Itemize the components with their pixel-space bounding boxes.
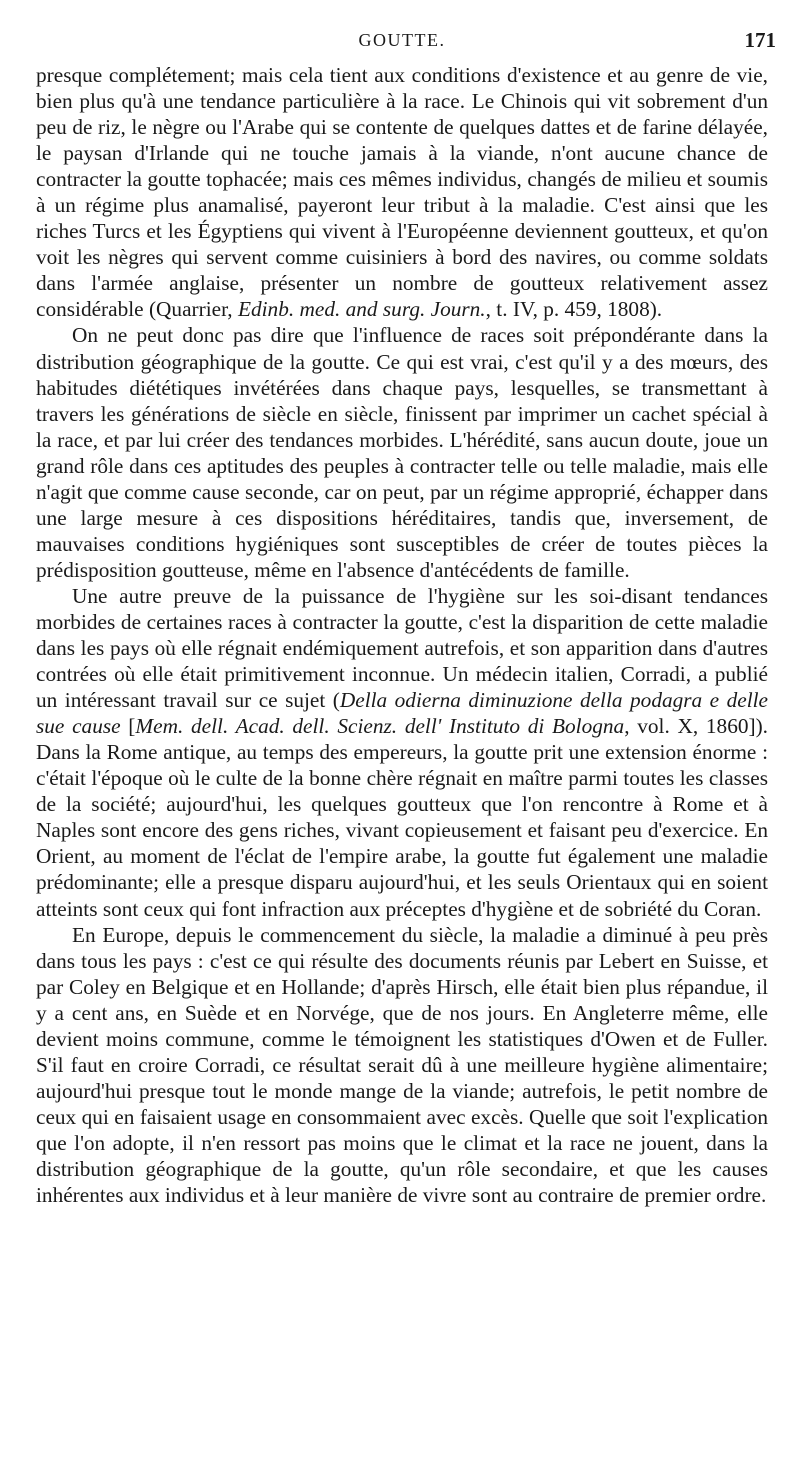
paragraph-4 xyxy=(36,922,768,1209)
paragraph-1 xyxy=(36,62,768,322)
running-header xyxy=(36,28,776,56)
paragraph-2-text: On ne peut donc pas dire que l'influence de races soit prépondérante dans la distribution géographique de la goutte. Ce qui est vrai, c'est qu'il y a des mœurs, des habitudes diététiques invétérées dans chaque pays, lesquelles, se transmettant à travers les générations de siècle en siècle, finissent par imprimer un cachet spécial à la race, et par lui créer des tendances morbides. L'hérédité, sans aucun doute, joue un grand rôle dans ces aptitudes des peuples à contracter telle ou telle maladie, mais elle n'agit que comme cause seconde, car on peut, par un régime approprié, échapper dans une large mesure à ces dispositions héréditaires, tandis que, inversement, de mauvaises conditions hygiéniques sont susceptibles de créer de toutes pièces la prédisposition goutteuse, même en l'absence d'antécédents de famille. xyxy=(36,323,768,582)
paragraph-1-text: presque complétement; mais cela tient aux conditions d'existence et au genre de vie, bien plus qu'à une tendance particulière à la race. Le Chinois qui vit sobrement d'un peu de riz, le nègre ou l'Arabe qui se contente de quelques dattes et de farine délayée, le paysan d'Irlande qui ne touche jamais à la viande, n'ont aucune chance de contracter la goutte tophacée; mais ces mêmes individus, changés de milieu et soumis à un régime plus anamalisé, payeront leur tribut à la maladie. C'est ainsi que les riches Turcs et les Égyptiens qui vivent à l'Européenne deviennent goutteux, et qu'on voit les nègres qui servent comme cuisiniers à bord des navires, ou comme soldats dans l'armée anglaise, présenter un nombre de goutteux relativement assez considérable (Quarrier, xyxy=(36,63,768,322)
paragraph-2 xyxy=(36,322,768,582)
paragraph-3-text: Une autre preuve de la puissance de l'hygiène sur les soi-disant tendances morbides de certaines races à contracter la goutte, c'est la disparition de cette maladie dans les pays où elle régnait endémiquement autrefois, et son apparition dans d'autres contrées où elle était primitivement inconnue. Un médecin italien, Corradi, a publié un intéressant travail sur ce sujet ( xyxy=(36,583,768,713)
citation-details: , t. IV, p. 459, 1808). xyxy=(485,297,663,322)
citation-work-title: Della odierna diminuzione della podagra e delle sue cause xyxy=(36,688,768,739)
citation-journal-title: Edinb. med. and surg. Journ. xyxy=(237,297,486,322)
citation-memoir-title: Mem. dell. Acad. dell. Scienz. dell' Instituto di Bologna xyxy=(135,714,625,739)
citation-bracket: [ xyxy=(120,714,136,739)
body-text xyxy=(36,62,768,1208)
page-number: 171 xyxy=(744,28,776,52)
paragraph-3 xyxy=(36,583,768,922)
paragraph-4-text: En Europe, depuis le commencement du siècle, la maladie a diminué à peu près dans tous les pays : c'est ce qui résulte des documents réunis par Lebert en Suisse, et par Coley en Belgique et en Hollande; d'après Hirsch, elle était bien plus répandue, il y a cent ans, en Suède et en Norvége, que de nos jours. En Angleterre même, elle devient moins commune, comme le témoignent les statistiques d'Owen et de Fuller. S'il faut en croire Corradi, ce résultat serait dû à une meilleure hygiène alimentaire; aujourd'hui presque tout le monde mange de la viande; autrefois, le petit nombre de ceux qui en faisaient usage en consommaient avec excès. Quelle que soit l'explication que l'on adopte, il n'en ressort pas moins que le climat et la race ne jouent, dans la distribution géographique de la goutte, qu'un rôle secondaire, et que les causes inhérentes aux individus et à leur manière de vivre sont au contraire de premier ordre. xyxy=(36,922,768,1208)
book-page xyxy=(36,28,776,1208)
running-title: GOUTTE. xyxy=(358,30,446,50)
paragraph-3-text-continued: , vol. X, 1860]). Dans la Rome antique, au temps des empereurs, la goutte prit une extension énorme : c'était l'époque où le culte de la bonne chère régnait en maître parmi toutes les classes de la société; aujourd'hui, les quelques goutteux que l'on rencontre à Rome et à Naples sont encore des gens riches, vivant copieusement et faisant peu d'exercice. En Orient, au moment de l'éclat de l'empire arabe, la goutte fut également une maladie prédominante; elle a presque disparu aujourd'hui, et les seuls Orientaux qui en soient atteints sont ceux qui font infraction aux préceptes d'hygiène et de sobriété du Coran. xyxy=(36,714,768,921)
